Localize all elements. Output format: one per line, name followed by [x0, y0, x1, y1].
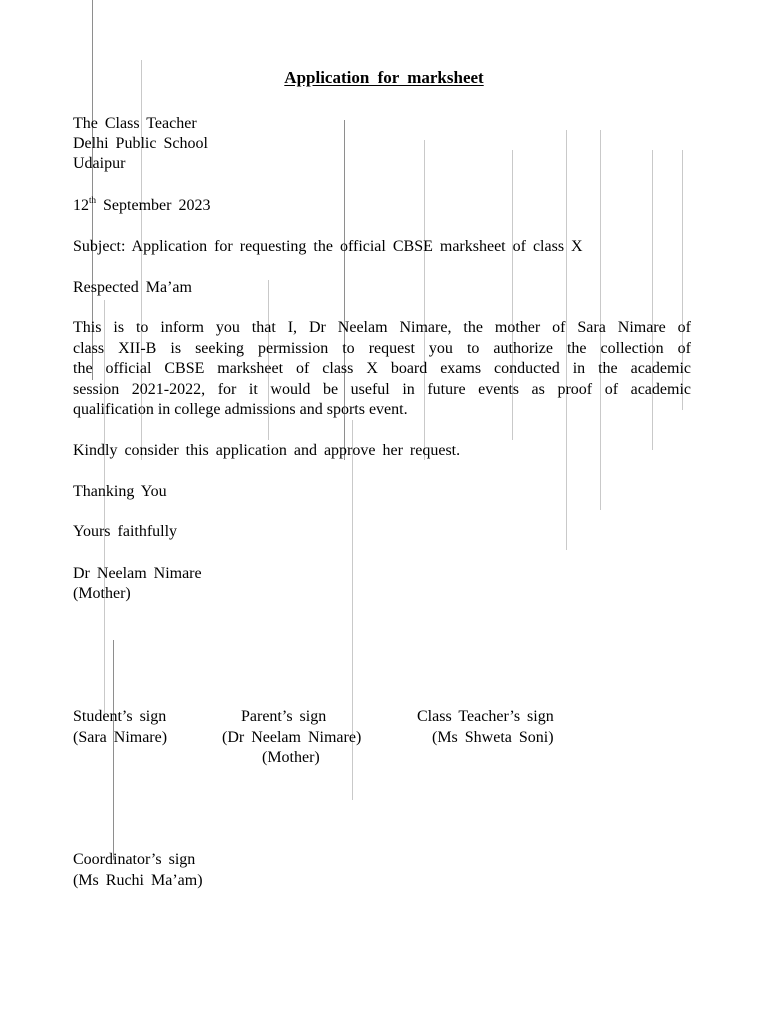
date-rest: September 2023	[103, 197, 211, 214]
student-sign-label: Student’s sign	[73, 708, 167, 725]
parent-sign-name: (Dr Neelam Nimare)	[222, 729, 362, 746]
letter-title: Application for marksheet	[284, 68, 484, 87]
recipient-line-3: Udaipur	[73, 155, 126, 172]
request-line: Kindly consider this application and approve her request.	[73, 442, 461, 459]
body-line: the official CBSE marksheet of class X board exams conducted in the academic	[73, 360, 691, 377]
parent-sign-relation: (Mother)	[262, 749, 320, 766]
recipient-line-1: The Class Teacher	[73, 115, 197, 132]
sender-relation: (Mother)	[73, 585, 131, 602]
closing-line: Yours faithfully	[73, 523, 178, 540]
subject-line: Subject: Application for requesting the official CBSE marksheet of class X	[73, 238, 583, 255]
body-line: session 2021-2022, for it would be useful in future events as proof of academic	[73, 380, 691, 398]
body-line: qualification in college admissions and sports event.	[73, 401, 408, 418]
scan-line	[113, 640, 114, 860]
body-line: This is to inform you that I, Dr Neelam Nimare, the mother of Sara Nimare of	[73, 319, 691, 336]
letter-date	[73, 196, 210, 216]
coordinator-sign-name: (Ms Ruchi Ma’am)	[73, 872, 203, 889]
coordinator-sign-label: Coordinator’s sign	[73, 851, 196, 868]
parent-sign-label: Parent’s sign	[241, 708, 327, 725]
class-teacher-sign-name: (Ms Shweta Soni)	[432, 729, 554, 746]
student-sign-name: (Sara Nimare)	[73, 729, 168, 746]
thanks-line: Thanking You	[73, 483, 167, 500]
salutation: Respected Ma’am	[73, 279, 192, 296]
body-line: class XII-B is seeking permission to request you to authorize the collection of	[73, 339, 691, 357]
date-day: 12	[73, 197, 89, 214]
class-teacher-sign-label: Class Teacher’s sign	[417, 708, 554, 725]
date-suffix: th	[89, 195, 97, 205]
body-paragraph	[73, 318, 691, 421]
recipient-line-2: Delhi Public School	[73, 135, 208, 152]
sender-name: Dr Neelam Nimare	[73, 565, 202, 582]
